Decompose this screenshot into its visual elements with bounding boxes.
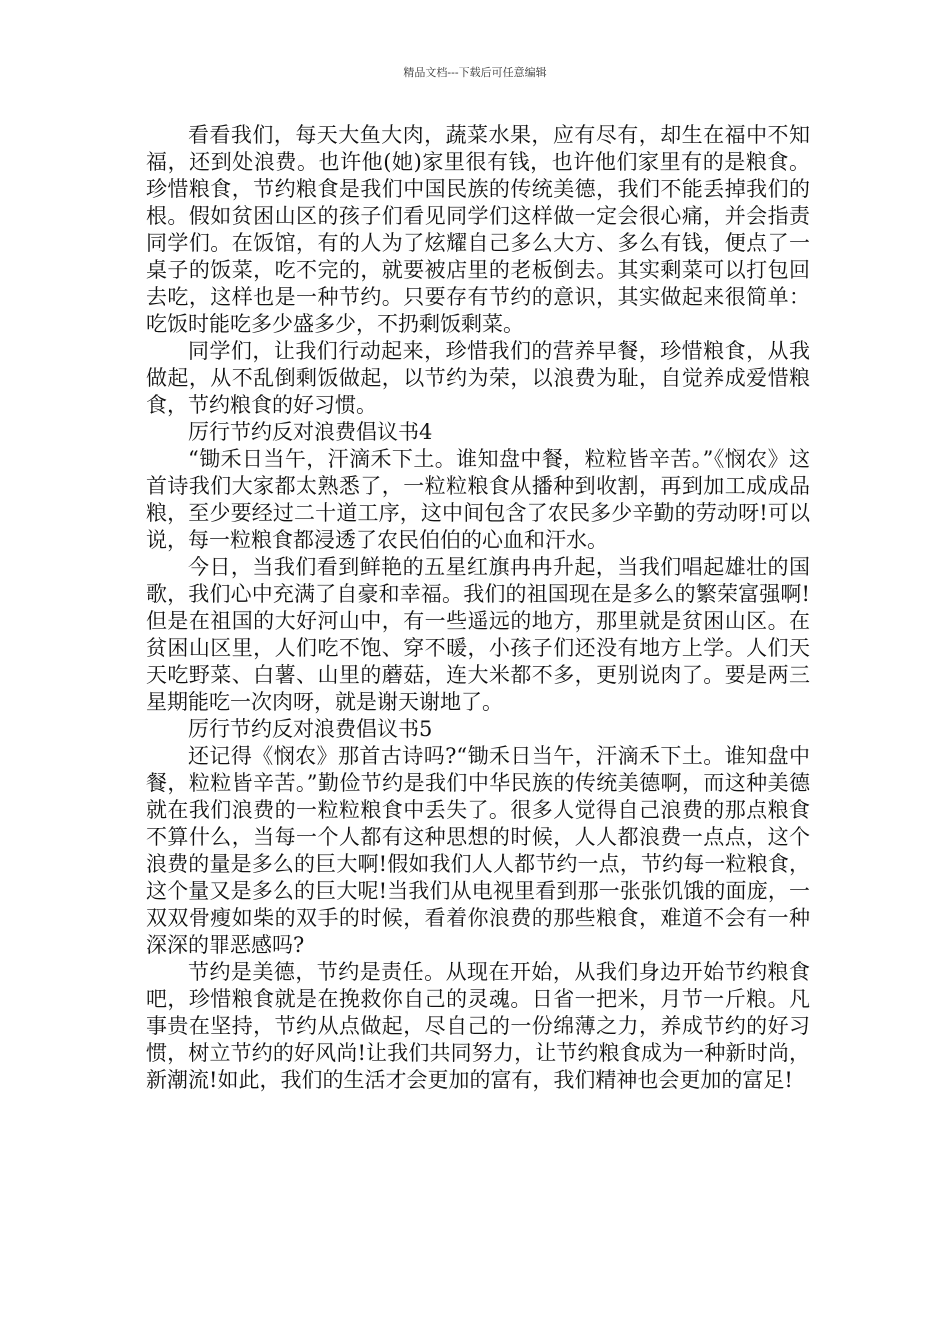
document-body [146,122,810,1094]
page-header: 精品文档---下载后可任意编辑 [403,66,547,79]
section-heading-5: 厉行节约反对浪费倡议书5 [188,717,433,741]
paragraph-min-nong-poem: “锄禾日当午，汗滴禾下土。谁知盘中餐，粒粒皆辛苦。”《悯农》这首诗我们大家都太熟悉了，一粒粒粮食从播种到收割，再到加工成成品粮，至少要经过二十道工序，这中间包含了农民多少辛勤的劳动呀!可以说，每一粒粮食都浸透了农民伯伯的心血和汗水。 [146,447,810,552]
paragraph-frugality-responsibility: 节约是美德，节约是责任。从现在开始，从我们身边开始节约粮食吧，珍惜粮食就是在挽救你自己的灵魂。日省一把米，月节一斤粮。凡事贵在坚持，节约从点做起，尽自己的一份绵薄之力，养成节约的好习惯，树立节约的好风尚!让我们共同努力，让节约粮食成为一种新时尚，新潮流!如此，我们的生活才会更加的富有，我们精神也会更加的富足! [146,960,810,1092]
paragraph-poor-mountain-area: 今日，当我们看到鲜艳的五星红旗冉冉升起，当我们唱起雄壮的国歌，我们心中充满了自豪和幸福。我们的祖国现在是多么的繁荣富强啊!但是在祖国的大好河山中，有一些遥远的地方，那里就是贫困山区。在贫困山区里，人们吃不饱、穿不暖，小孩子们还没有地方上学。人们天天吃野菜、白薯、山里的蘑菇，连大米都不多，更别说肉了。要是两三星期能吃一次肉呀，就是谢天谢地了。 [146,555,810,714]
paragraph-waste-description: 看看我们，每天大鱼大肉，蔬菜水果，应有尽有，却生在福中不知福，还到处浪费。也许他(她)家里很有钱，也许他们家里有的是粮食。珍惜粮食，节约粮食是我们中国民族的传统美德，我们不能丢掉我们的根。假如贫困山区的孩子们看见同学们这样做一定会很心痛，并会指责同学们。在饭馆，有的人为了炫耀自己多么大方、多么有钱，便点了一桌子的饭菜，吃不完的，就要被店里的老板倒去。其实剩菜可以打包回去吃，这样也是一种节约。只要存有节约的意识，其实做起来很简单：吃饭时能吃多少盛多少，不扔剩饭剩菜。 [146,123,810,336]
section-heading-4: 厉行节约反对浪费倡议书4 [188,420,433,444]
paragraph-call-to-action: 同学们，让我们行动起来，珍惜我们的营养早餐，珍惜粮食，从我做起，从不乱倒剩饭做起，以节约为荣，以浪费为耻，自觉养成爱惜粮食，节约粮食的好习惯。 [146,339,810,417]
paragraph-remember-poem: 还记得《悯农》那首古诗吗?“锄禾日当午，汗滴禾下土。谁知盘中餐，粒粒皆辛苦。”勤俭节约是我们中华民族的传统美德啊，而这种美德就在我们浪费的一粒粒粮食中丢失了。很多人觉得自己浪费的那点粮食不算什么，当每一个人都有这种思想的时候，人人都浪费一点点，这个浪费的量是多么的巨大啊!假如我们人人都节约一点，节约每一粒粮食，这个量又是多么的巨大呢!当我们从电视里看到那一张张饥饿的面庞，一双双骨瘦如柴的双手的时候，看着你浪费的那些粮食，难道不会有一种深深的罪恶感吗? [146,744,810,957]
